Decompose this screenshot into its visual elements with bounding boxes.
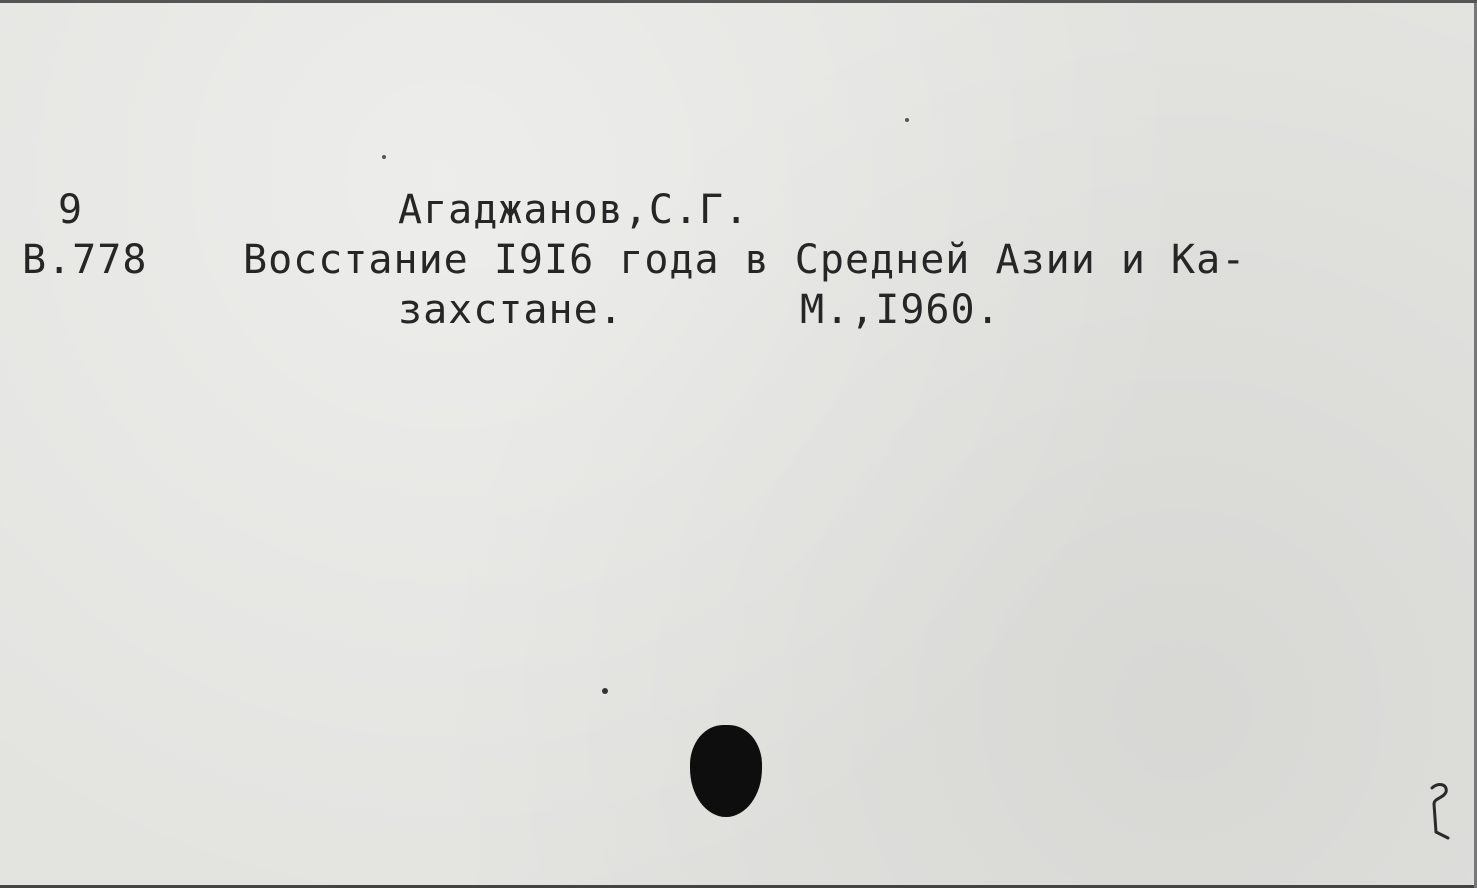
imprint: М.,I960. <box>800 287 1001 333</box>
speck <box>382 155 386 159</box>
punch-hole <box>690 725 762 817</box>
author-name: Агаджанов,С.Г. <box>398 187 750 233</box>
handwritten-mark-icon <box>1420 780 1460 840</box>
title-line-2: захстане. <box>398 287 624 333</box>
title-line-1: Восстание I9I6 года в Средней Азии и Ка- <box>243 237 1247 283</box>
call-number-top: 9 <box>58 187 84 233</box>
speck <box>602 688 608 694</box>
speck <box>905 118 909 122</box>
call-number-bottom: В.778 <box>22 237 148 283</box>
